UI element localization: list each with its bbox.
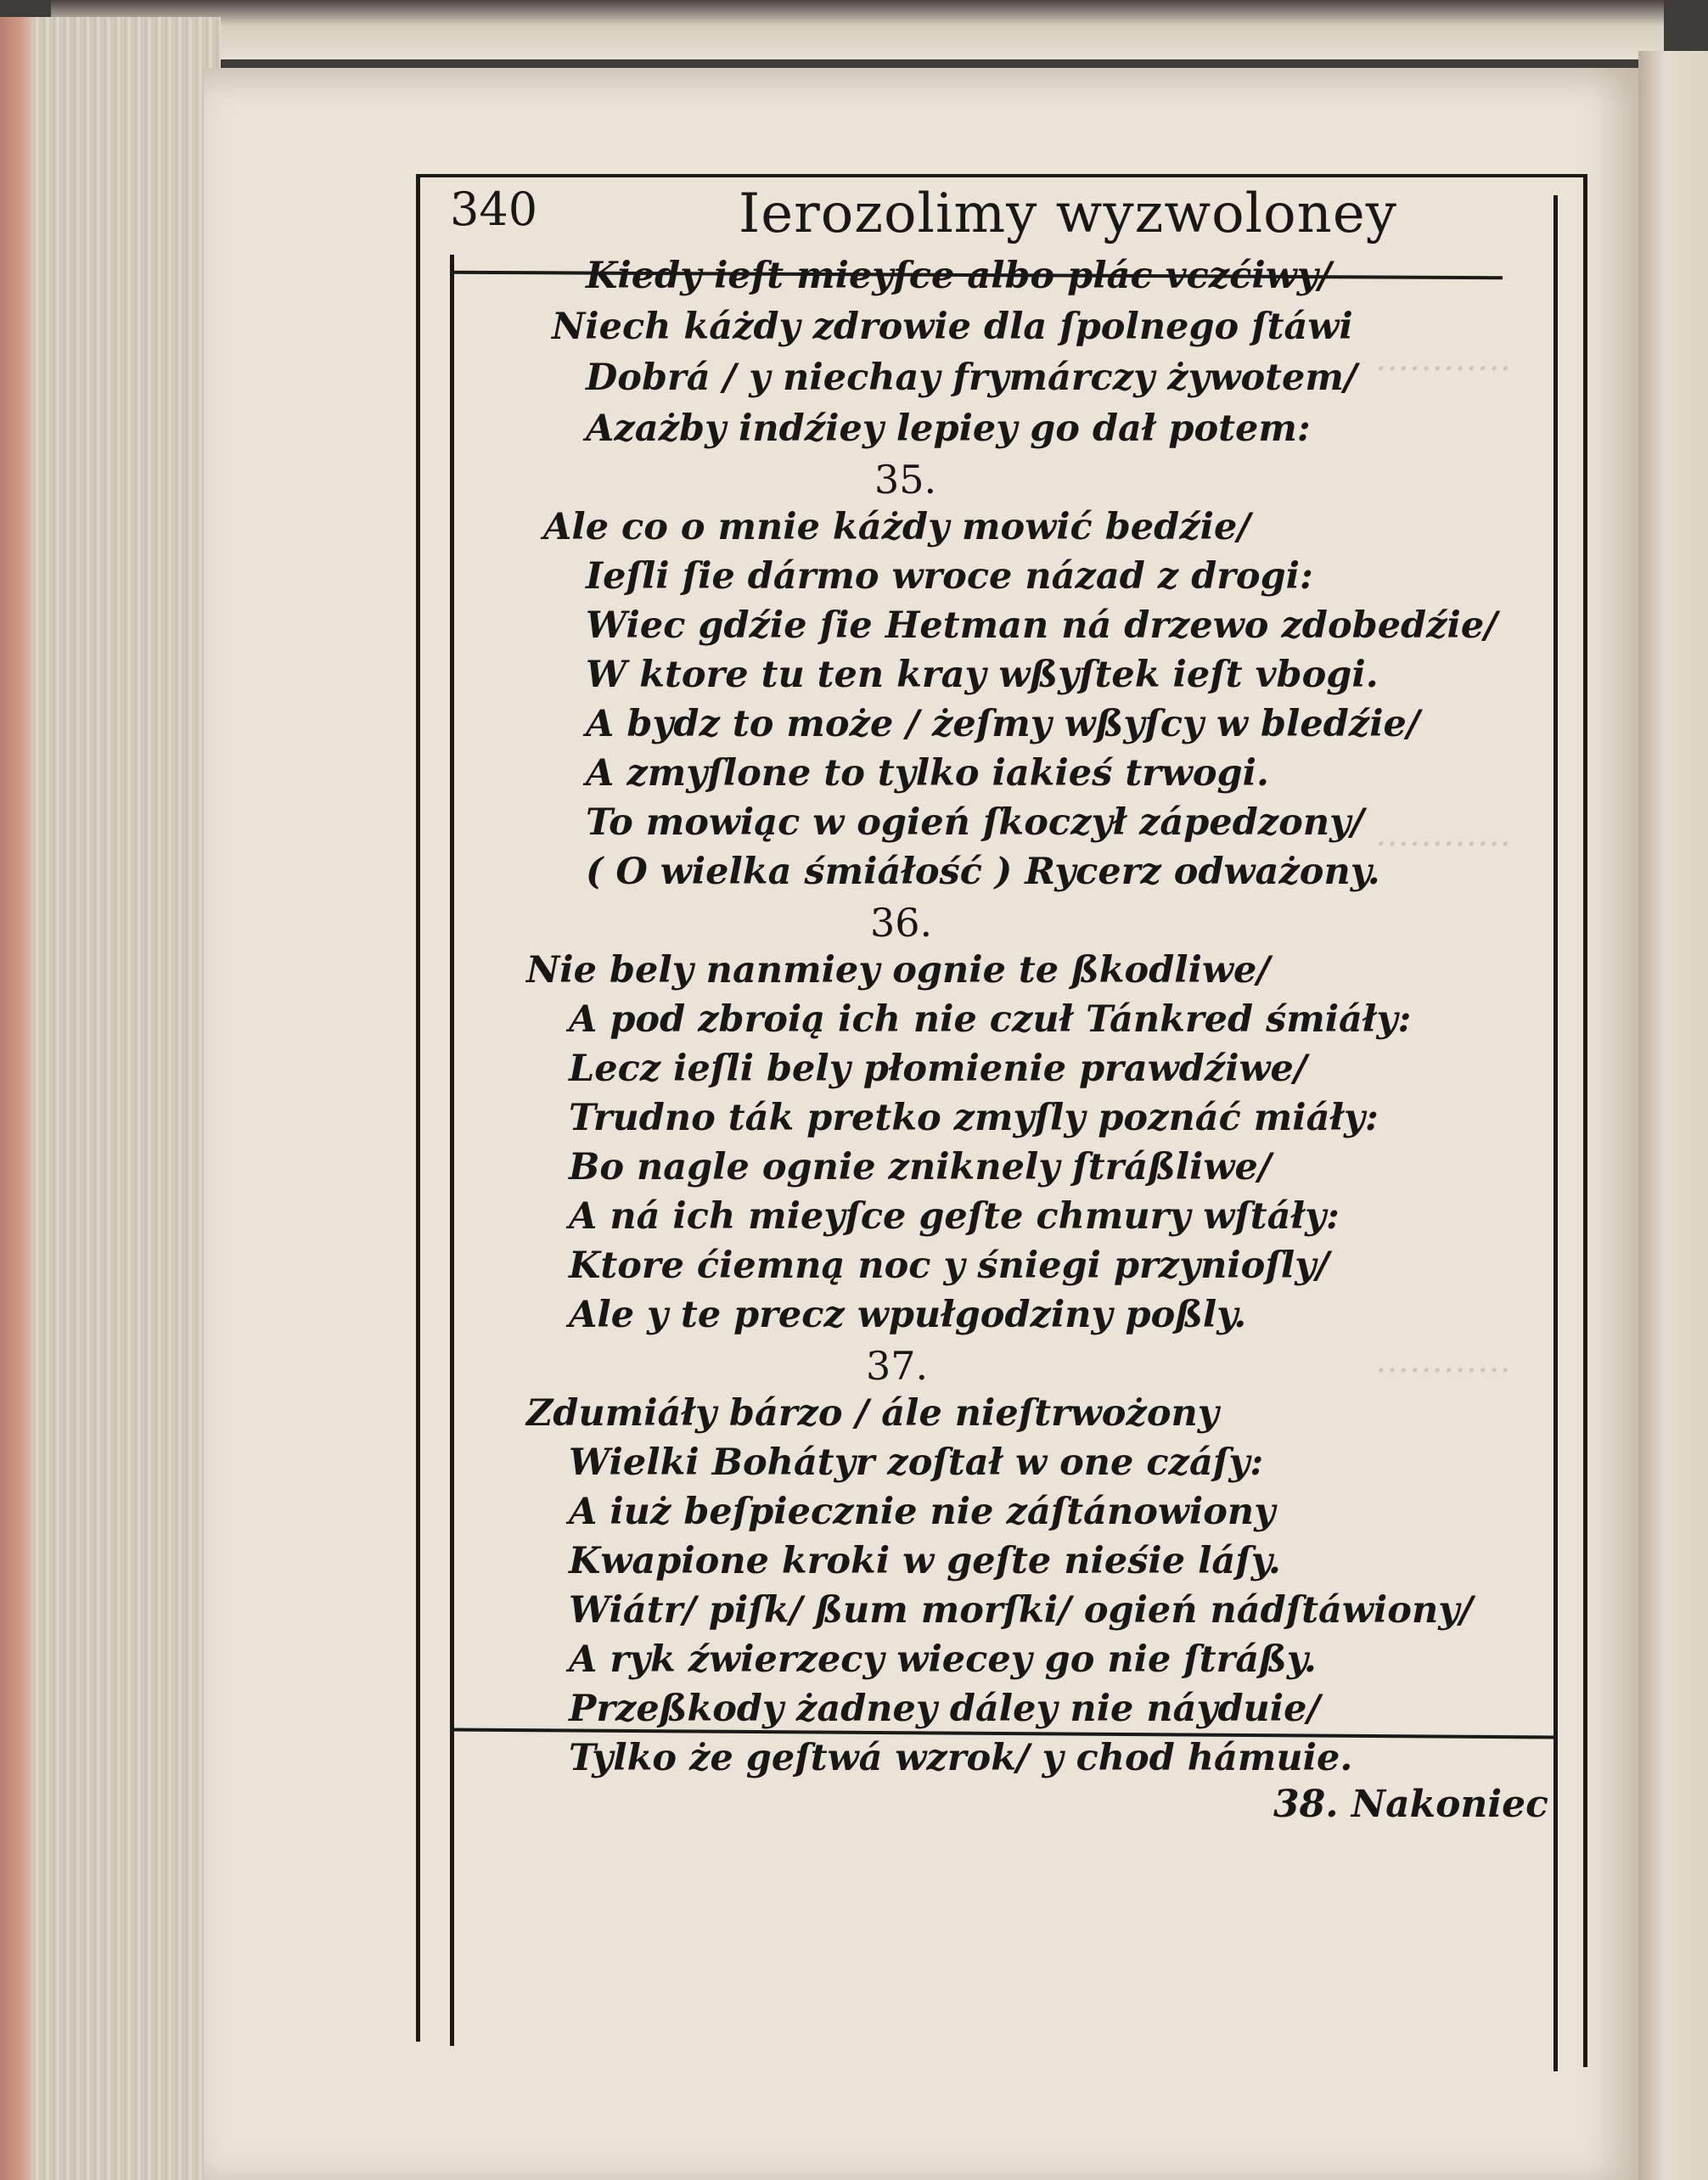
verse-line: Ieſli ſie dármo wroce názad z drogi: bbox=[586, 555, 1313, 598]
running-title: Ierozolimy wyzwoloney bbox=[739, 183, 1397, 245]
verse-line: Bo nagle ognie zniknely ſtráßliwe/ bbox=[569, 1146, 1272, 1188]
facing-page-edge bbox=[1638, 51, 1708, 2180]
show-through-text: ………… bbox=[1375, 815, 1511, 854]
frame-rule-top bbox=[416, 174, 1587, 177]
running-head bbox=[450, 183, 1596, 259]
page-number: 340 bbox=[450, 183, 538, 236]
verse-line: Azażby indźiey lepiey go dał potem: bbox=[586, 407, 1311, 450]
verse-line: Kiedy ieſt mieyſce albo plác vczćiwy/ bbox=[586, 255, 1332, 297]
stanza-number: 36. bbox=[870, 900, 933, 946]
verse-line: Kwapione kroki w geſte nieśie láſy. bbox=[569, 1540, 1281, 1582]
verse-line: A zmyſlone to tylko iakieś trwogi. bbox=[586, 752, 1269, 795]
verse-line: A bydz to może / żeſmy wßyſcy w bledźie/ bbox=[586, 703, 1420, 745]
verse-line: Nie bely nanmiey ognie te ßkodliwe/ bbox=[526, 949, 1271, 992]
frame-rule-left-inner bbox=[450, 255, 454, 2046]
verse-line: Wiátr/ piſk/ ßum morſki/ ogień nádſtáwiony/ bbox=[569, 1589, 1473, 1632]
show-through-text: ………… bbox=[1375, 1341, 1511, 1380]
show-through-text: ………… bbox=[1375, 340, 1511, 379]
verse-line: Wiec gdźie ſie Hetman ná drzewo zdobedźie/ bbox=[586, 604, 1497, 647]
verse-line: A iuż beſpiecznie nie záſtánowiony bbox=[569, 1491, 1276, 1533]
verse-line: Przeßkody żadney dáley nie náyduie/ bbox=[569, 1688, 1321, 1730]
verse-line: Niech káżdy zdrowie dla ſpolnego ſtáwi bbox=[552, 306, 1353, 348]
verse-line: A ryk źwierzecy wiecey go nie ſtráßy. bbox=[569, 1638, 1317, 1681]
verse-line: Lecz ieſli bely płomienie prawdźiwe/ bbox=[569, 1048, 1307, 1090]
verse-line: Trudno ták pretko zmyſly poznáć miáły: bbox=[569, 1097, 1379, 1139]
frame-rule-right-inner bbox=[1553, 195, 1558, 2071]
verse-line: Ktore ćiemną noc y śniegi przynioſly/ bbox=[569, 1245, 1329, 1287]
verse-line: To mowiąc w ogień ſkoczył zápedzony/ bbox=[586, 801, 1364, 844]
red-edge-leaves bbox=[0, 17, 34, 2180]
frame-rule-left-outer bbox=[416, 174, 420, 2042]
verse-line: A ná ich mieyſce geſte chmury wſtáły: bbox=[569, 1195, 1340, 1238]
frame-rule-right-outer bbox=[1583, 174, 1587, 2067]
page-top-edge bbox=[51, 0, 1664, 59]
verse-line: Dobrá / y niechay frymárczy żywotem/ bbox=[586, 357, 1357, 399]
verse-line: Zdumiáły bárzo / ále nieſtrwożony bbox=[526, 1392, 1219, 1435]
verse-line: Tylko że geſtwá wzrok/ y chod hámuie. bbox=[569, 1737, 1353, 1779]
stanza-number: 35. bbox=[874, 457, 937, 503]
verse-line: Ale co o mnie káżdy mowić bedźie/ bbox=[543, 506, 1251, 548]
verse-line: Ale y te precz wpułgodziny poßly. bbox=[569, 1294, 1247, 1336]
catchword: 38. Nakoniec bbox=[1273, 1783, 1548, 1826]
verse-line: Wielki Bohátyr zoſtał w one czáſy: bbox=[569, 1441, 1264, 1484]
stanza-number: 37. bbox=[866, 1343, 929, 1389]
verse-line: A pod zbroią ich nie czuł Tánkred śmiáły: bbox=[569, 998, 1412, 1041]
verse-line: ( O wielka śmiáłość ) Rycerz odważony. bbox=[586, 851, 1380, 893]
verse-line: W ktore tu ten kray wßyſtek ieſt vbogi. bbox=[586, 654, 1379, 696]
